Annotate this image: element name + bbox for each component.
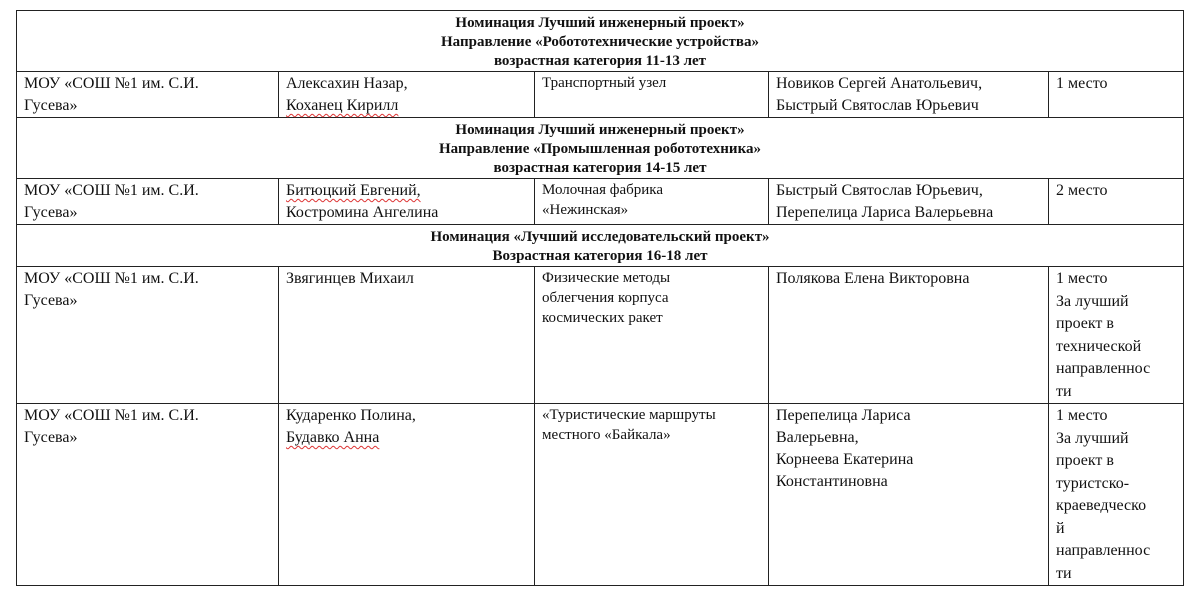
result-line: краеведческо — [1056, 497, 1147, 514]
result-line: проект в — [1056, 452, 1114, 469]
project-title-line: «Туристические маршруты — [542, 407, 716, 423]
school-cell — [17, 179, 279, 225]
mentors-cell — [769, 267, 1049, 404]
result-line: 1 место — [1056, 75, 1108, 92]
table-row — [17, 404, 1184, 586]
project-title-line: облегчения корпуса — [542, 290, 669, 306]
nomination-line: Номинация Лучший инженерный проект» — [455, 15, 745, 31]
school-line: МОУ «СОШ №1 им. С.И. — [24, 407, 199, 424]
participant-name: Будавко Анна — [286, 429, 380, 446]
age-category-line: возрастная категория 11-13 лет — [493, 53, 707, 69]
project-title-line: «Нежинская» — [542, 202, 629, 218]
result-line: проект в — [1056, 315, 1114, 332]
school-line: Гусева» — [24, 292, 78, 309]
direction-line: Направление «Промышленная робототехника» — [438, 141, 761, 157]
result-line: направленнос — [1056, 360, 1151, 377]
result-line: технической — [1056, 337, 1142, 355]
result-line: 2 место — [1056, 182, 1108, 199]
section-header-row — [17, 11, 1184, 72]
mentor-name: Полякова Елена Викторовна — [776, 270, 970, 287]
results-table — [16, 10, 1184, 586]
mentor-name: Константиновна — [776, 473, 888, 490]
participant-name: Битюцкий Евгений, — [286, 182, 421, 199]
mentor-name: Новиков Сергей Анатольевич, — [776, 75, 983, 92]
section-header-row — [17, 225, 1184, 267]
school-line: Гусева» — [24, 429, 78, 446]
nomination-line: Номинация Лучший инженерный проект» — [455, 122, 745, 138]
mentors-cell — [769, 404, 1049, 586]
result-line: 1 место — [1056, 407, 1108, 424]
participants-cell — [279, 267, 535, 404]
mentor-name: Быстрый Святослав Юрьевич, — [776, 182, 983, 199]
result-cell — [1049, 179, 1184, 225]
result-line: й — [1056, 519, 1065, 537]
table-row — [17, 267, 1184, 404]
project-title-line: Транспортный узел — [542, 75, 667, 91]
participant-name: Алексахин Назар, — [286, 75, 408, 92]
participants-cell — [279, 404, 535, 586]
school-line: МОУ «СОШ №1 им. С.И. — [24, 270, 199, 287]
mentors-cell — [769, 179, 1049, 225]
mentor-name: Валерьевна, — [776, 429, 859, 446]
participant-name: Кударенко Полина, — [286, 407, 416, 424]
participant-name: Коханец Кирилл — [286, 97, 399, 114]
table-row — [17, 72, 1184, 118]
mentor-name: Перепелица Лариса — [776, 407, 911, 424]
school-line: МОУ «СОШ №1 им. С.И. — [24, 75, 199, 92]
project-title-line: Физические методы — [542, 270, 671, 286]
participant-name: Костромина Ангелина — [286, 204, 439, 221]
project-title-line: Молочная фабрика — [542, 182, 663, 198]
section-header — [17, 11, 1184, 72]
section-header-row — [17, 118, 1184, 179]
school-cell — [17, 72, 279, 118]
project-title-line: местного «Байкала» — [542, 427, 671, 443]
school-line: Гусева» — [24, 204, 78, 221]
section-header — [17, 225, 1184, 267]
participants-cell — [279, 179, 535, 225]
project-cell — [535, 72, 769, 118]
project-cell — [535, 179, 769, 225]
results-sheet — [16, 10, 1183, 586]
result-line: 1 место — [1056, 270, 1108, 287]
result-line: направленнос — [1056, 542, 1151, 559]
mentors-cell — [769, 72, 1049, 118]
result-cell — [1049, 404, 1184, 586]
participants-cell — [279, 72, 535, 118]
result-line: ти — [1056, 564, 1072, 582]
table-row — [17, 179, 1184, 225]
result-line: За лучший — [1056, 292, 1129, 310]
nomination-line: Номинация «Лучший исследовательский проект» — [430, 229, 770, 245]
age-category-line: возрастная категория 14-15 лет — [493, 160, 707, 176]
direction-line: Направление «Робототехнические устройства» — [440, 34, 759, 50]
result-line: туристско- — [1056, 474, 1130, 492]
participant-name: Звягинцев Михаил — [286, 270, 414, 287]
school-cell — [17, 404, 279, 586]
result-cell — [1049, 267, 1184, 404]
mentor-name: Быстрый Святослав Юрьевич — [776, 97, 979, 114]
school-line: Гусева» — [24, 97, 78, 114]
project-cell — [535, 404, 769, 586]
result-line: ти — [1056, 382, 1072, 400]
project-title-line: космических ракет — [542, 310, 663, 326]
project-cell — [535, 267, 769, 404]
school-line: МОУ «СОШ №1 им. С.И. — [24, 182, 199, 199]
result-line: За лучший — [1056, 429, 1129, 447]
section-header — [17, 118, 1184, 179]
result-cell — [1049, 72, 1184, 118]
age-category-line: Возрастная категория 16-18 лет — [492, 248, 708, 264]
school-cell — [17, 267, 279, 404]
mentor-name: Перепелица Лариса Валерьевна — [776, 204, 994, 221]
mentor-name: Корнеева Екатерина — [776, 451, 914, 468]
